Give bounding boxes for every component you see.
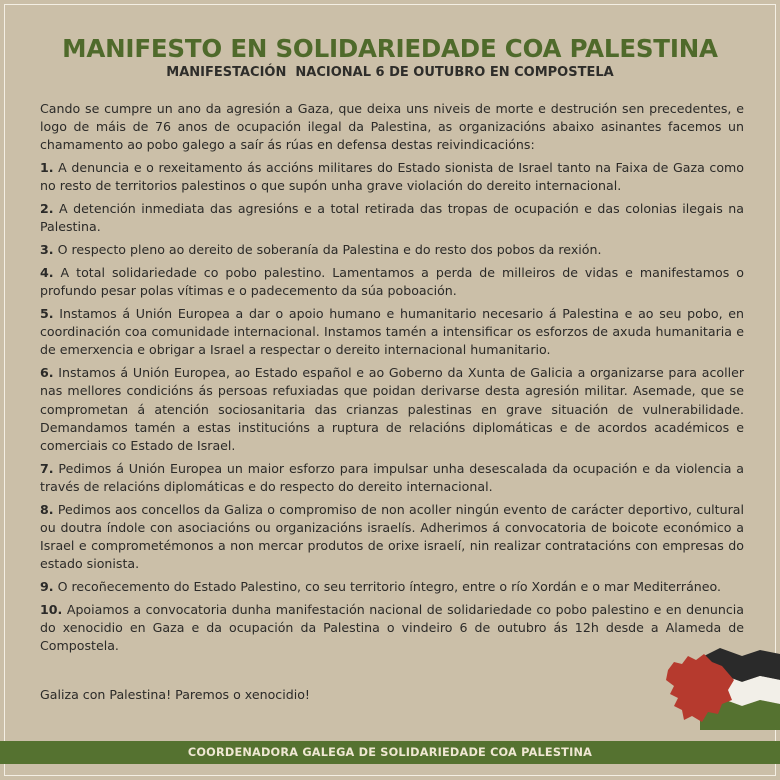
demand-number: 3. [40, 242, 54, 258]
page-subtitle: MANIFESTACIÓN NACIONAL 6 DE OUTUBRO EN COMPOSTELA [166, 65, 614, 80]
demand-text: Pedimos á Unión Europea un maior esforzo para impulsar unha desescalada da ocupación e da violencia a través de relacións diplomáticas e do respecto do dereito internacional. [40, 460, 744, 495]
demand-text: Pedimos aos concellos da Galiza o compromiso de non acoller ningún evento de carácter deportivo, cultural ou doutra índole con asociacións ou organizacións israelís. Adherimos á convocatoria de boicote económico a Israel e comprometémonos a non mercar produtos de orixe israelí, nin realizar contratacións con empresas do estado sionista. [40, 501, 744, 572]
demand-item [40, 501, 744, 574]
demand-item [40, 200, 744, 236]
demand-item [40, 364, 744, 455]
demand-item [40, 241, 744, 259]
demand-item [40, 264, 744, 300]
demand-item [40, 159, 744, 195]
demand-number: 8. [40, 501, 54, 517]
demand-number: 1. [40, 160, 54, 176]
demand-text: O recoñecemento do Estado Palestino, co seu territorio íntegro, entre o río Xordán e o mar Mediterráneo. [53, 579, 721, 595]
closing-slogan: Galiza con Palestina! Paremos o xenocidio! [40, 687, 310, 702]
demand-number: 6. [40, 365, 54, 381]
demand-number: 2. [40, 201, 54, 217]
demand-number: 4. [40, 265, 54, 280]
demand-text: Apoiamos a convocatoria dunha manifestación nacional de solidariedade co pobo palestino e en denuncia do xenocidio en Gaza e da ocupación da Palestina o vindeiro 6 de outubro ás 12h desde a Alameda de Compostela. [40, 602, 744, 654]
demands-list [40, 159, 744, 655]
demand-item [40, 305, 744, 360]
palestine-flag-galiza-map-icon [660, 640, 780, 730]
demand-number: 5. [40, 306, 54, 321]
demand-number: 9. [40, 579, 54, 595]
manifesto-body [40, 100, 744, 660]
demand-text: A denuncia e o rexeitamento ás accións militares do Estado sionista de Israel tanto na Faixa de Gaza como no resto de territorios palestinos o que supón unha grave violación do dereito internacional. [40, 160, 744, 194]
page-title: MANIFESTO EN SOLIDARIEDADE COA PALESTINA [62, 34, 718, 63]
demand-item [40, 578, 744, 596]
demand-number: 10. [40, 602, 63, 618]
demand-text: A total solidariedade co pobo palestino. Lamentamos a perda de milleiros de vidas e manifestamos o profundo pesar polas vítimas e o padecemento da súa poboación. [40, 265, 744, 299]
footer-banner: COORDENADORA GALEGA DE SOLIDARIEDADE COA PALESTINA [0, 741, 780, 764]
demand-item [40, 460, 744, 496]
demand-text: Instamos á Unión Europea, ao Estado español e ao Goberno da Xunta de Galicia a organizarse para acoller nas mellores condicións ás persoas refuxiadas que poidan derivarse desta agresión militar. Asemade, que se comprometan á atención sociosanitaria das crianzas palestinas en grave situación de vulnerabilidade. Demandamos tamén a estas institucións a ruptura de relacións diplomáticas e de acordos académicos e comerciais co Estado de Israel. [40, 365, 744, 454]
demand-text: Instamos á Unión Europea a dar o apoio humano e humanitario necesario á Palestina e ao seu pobo, en coordinación coa comunidade internacional. Instamos tamén a intensificar os esforzos de axuda humanitaria e de emerxencia e obrigar a Israel a respectar o dereito internacional humanitario. [40, 306, 744, 358]
demand-item [40, 601, 744, 656]
demand-number: 7. [40, 460, 54, 476]
demand-text: A detención inmediata das agresións e a total retirada das tropas de ocupación e das colonias ilegais na Palestina. [40, 201, 744, 235]
demand-text: O respecto pleno ao dereito de soberanía da Palestina e do resto dos pobos da rexión. [53, 242, 602, 258]
intro-paragraph: Cando se cumpre un ano da agresión a Gaza, que deixa uns niveis de morte e destrución sen precedentes, e logo de máis de 76 anos de ocupación ilegal da Palestina, as organizacións abaixo asinantes facemos un chamamento ao pobo galego a saír ás rúas en defensa destas reivindicacións: [40, 101, 744, 153]
